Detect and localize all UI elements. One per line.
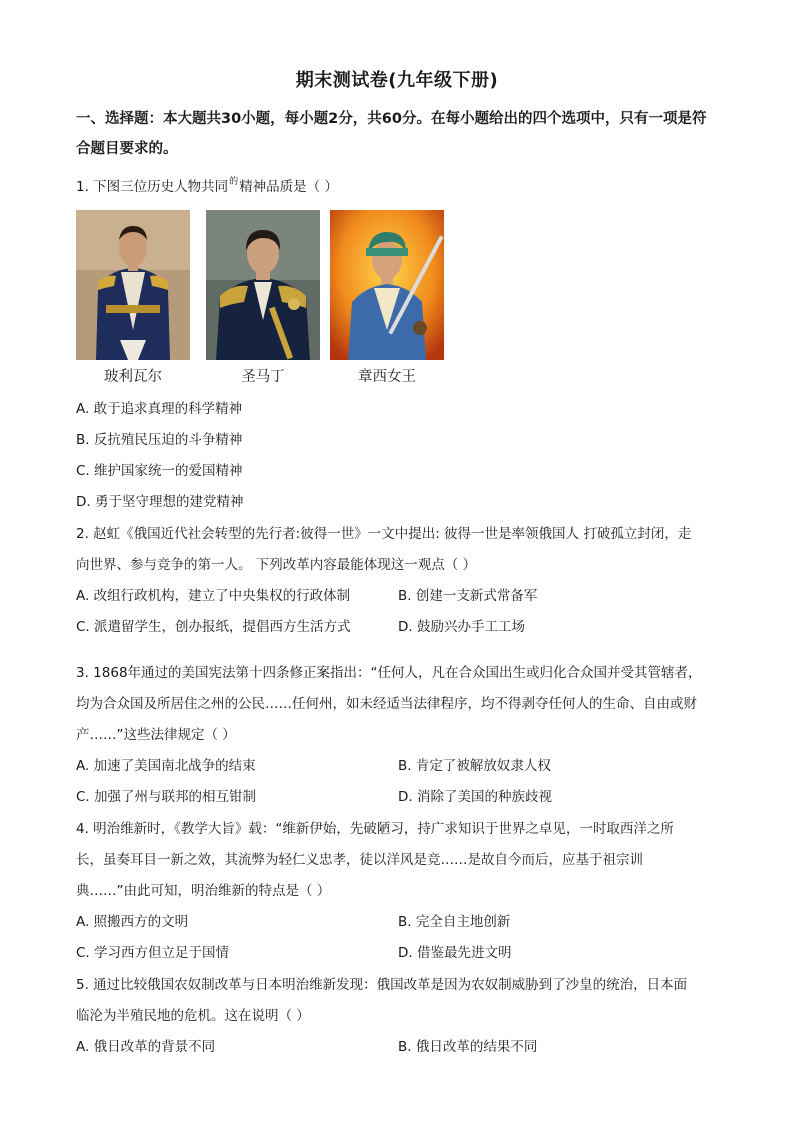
question-1-portraits	[76, 210, 446, 386]
question-4-line-3: 典……”由此可知，明治维新的特点是（ ）	[76, 883, 331, 899]
question-5-line-2: 临沦为半殖民地的危机。这在说明（ ）	[76, 1008, 310, 1024]
portrait-san-martin	[206, 210, 320, 360]
question-3-option-b[interactable]: B. 肯定了被解放奴隶人权	[398, 758, 551, 774]
portrait-caption-bolivar: 玻利瓦尔	[104, 369, 162, 385]
question-4-line-1: 4. 明治维新时，《教学大旨》载：“维新伊始，先破陋习，持广求知识于世界之卓见，一时取西洋之所	[76, 821, 674, 837]
question-2-option-a[interactable]: A. 改组行政机构，建立了中央集权的行政体制	[76, 588, 351, 604]
question-4-option-a[interactable]: A. 照搬西方的文明	[76, 914, 189, 930]
question-4-line-2: 长，虽奏耳目一新之效，其流弊为轻仁义忠孝，徒以洋风是竞……是故自今而后，应基于祖宗训	[76, 852, 643, 868]
question-1-option-d[interactable]: D. 勇于坚守理想的建党精神	[76, 494, 244, 510]
question-3-line-1: 3. 1868年通过的美国宪法第十四条修正案指出：“任何人，凡在合众国出生或归化合众国并受其管辖者，	[76, 665, 702, 681]
question-3-line-2: 均为合众国及所居住之州的公民……任何州，如未经适当法律程序，均不得剥夺任何人的生命、自由或财	[76, 696, 697, 712]
question-5-line-1: 5. 通过比较俄国农奴制改革与日本明治维新发现：俄国改革是因为农奴制威胁到了沙皇的统治，日本面	[76, 977, 688, 993]
question-3-option-a[interactable]: A. 加速了美国南北战争的结束	[76, 758, 256, 774]
question-3-option-c[interactable]: C. 加强了州与联邦的相互钳制	[76, 789, 257, 805]
question-2-line-2: 向世界、参与竞争的第一人。 下列改革内容最能体现这一观点（ ）	[76, 557, 477, 573]
portrait-bolivar	[76, 210, 190, 360]
question-1-stem-a: 1. 下图三位历史人物共同	[76, 179, 229, 195]
question-2-option-d[interactable]: D. 鼓励兴办手工工场	[398, 619, 525, 635]
question-2-option-c[interactable]: C. 派遣留学生，创办报纸，提倡西方生活方式	[76, 619, 351, 635]
question-5-option-b[interactable]: B. 俄日改革的结果不同	[398, 1039, 538, 1055]
question-2-line-1: 2. 赵虹《俄国近代社会转型的先行者:彼得一世》一文中提出: 彼得一世是率领俄国人 打破孤立封闭，走	[76, 526, 692, 542]
question-1-stem	[76, 175, 338, 195]
page-title: 期末测试卷(九年级下册)	[295, 70, 499, 91]
section-heading: 一、选择题：本大题共30小题，每小题2分，共60分。在每小题给出的四个选项中，只有一项是符合题目要求的。	[76, 111, 707, 157]
question-1-option-b[interactable]: B. 反抗殖民压迫的斗争精神	[76, 432, 243, 448]
question-1-stem-superscript: 的	[229, 177, 239, 187]
question-3-line-3: 产……”这些法律规定（ ）	[76, 727, 236, 743]
portrait-caption-rani: 章西女王	[358, 369, 416, 385]
question-3-option-d[interactable]: D. 消除了美国的种族歧视	[398, 789, 552, 805]
portrait-caption-san-martin: 圣马丁	[241, 369, 285, 385]
question-4-option-b[interactable]: B. 完全自主地创新	[398, 914, 511, 930]
question-1-option-a[interactable]: A. 敢于追求真理的科学精神	[76, 401, 243, 417]
question-5-option-a[interactable]: A. 俄日改革的背景不同	[76, 1039, 216, 1055]
portrait-rani-of-jhansi	[330, 210, 444, 360]
question-4-option-d[interactable]: D. 借鉴最先进文明	[398, 945, 512, 961]
question-1-stem-b: 精神品质是（ ）	[239, 179, 338, 195]
question-4-option-c[interactable]: C. 学习西方但立足于国情	[76, 945, 230, 961]
question-2-option-b[interactable]: B. 创建一支新式常备军	[398, 588, 538, 604]
question-1-option-c[interactable]: C. 维护国家统一的爱国精神	[76, 463, 243, 479]
